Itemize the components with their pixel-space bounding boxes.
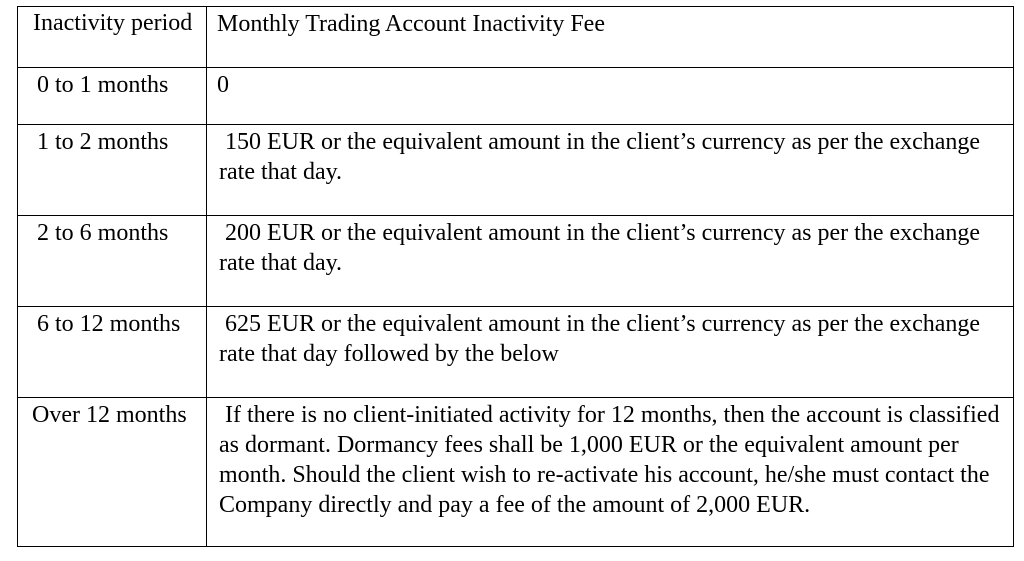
table-row: [18, 398, 1014, 547]
fee-text: If there is no client-initiated activity for 12 months, then the account is classified as dormant. Dormancy fees shall be 1,000 EUR or the equivalent amount per month. Should the client wish to re-activate his account, he/she must contact the Company directly and pay a fee of the amount of 2,000 EUR.: [219, 402, 1000, 518]
table-row: [18, 216, 1014, 307]
fee-cell: [207, 307, 1014, 398]
fee-text: 625 EUR or the equivalent amount in the client’s currency as per the exchange rate that day followed by the below: [219, 311, 981, 367]
inactivity-fee-table: [17, 6, 1014, 547]
period-cell: 6 to 12 months: [18, 307, 207, 398]
table-row: [18, 307, 1014, 398]
fee-cell: [207, 216, 1014, 307]
table-header-row: [18, 7, 1014, 68]
period-cell: 1 to 2 months: [18, 125, 207, 216]
fee-text: 200 EUR or the equivalent amount in the client’s currency as per the exchange rate that day.: [219, 220, 981, 276]
period-cell: 2 to 6 months: [18, 216, 207, 307]
table-row: [18, 68, 1014, 125]
header-inactivity-period: Inactivity period: [18, 7, 207, 68]
table-row: [18, 125, 1014, 216]
fee-text: 150 EUR or the equivalent amount in the client’s currency as per the exchange rate that day.: [219, 129, 981, 185]
fee-cell: [207, 125, 1014, 216]
period-cell: Over 12 months: [18, 398, 207, 547]
fee-cell: [207, 398, 1014, 547]
fee-cell: 0: [207, 68, 1014, 125]
header-monthly-fee: Monthly Trading Account Inactivity Fee: [207, 7, 1014, 68]
period-cell: 0 to 1 months: [18, 68, 207, 125]
